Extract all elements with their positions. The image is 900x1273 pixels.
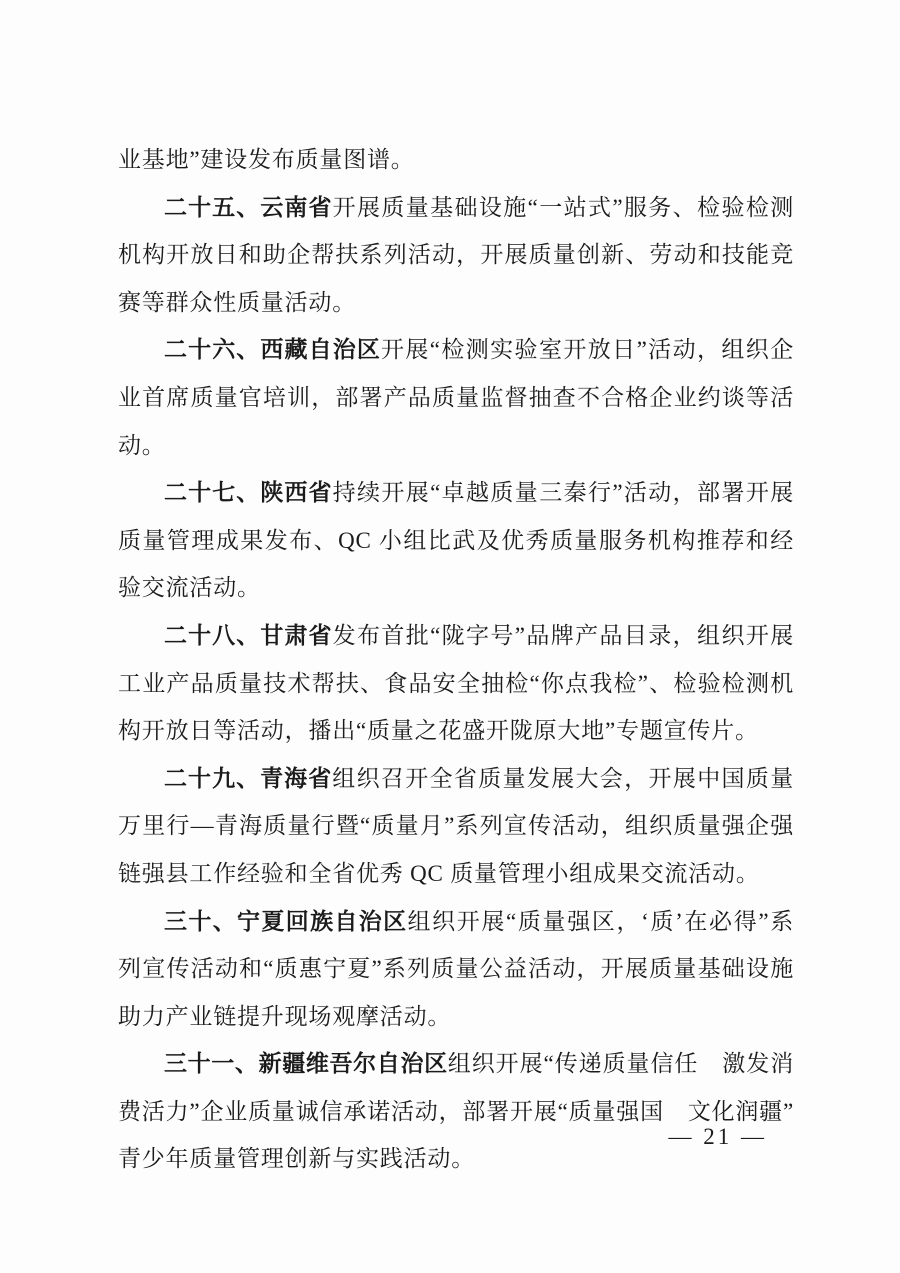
paragraph-lead: 二十五、云南省	[164, 193, 333, 220]
paragraph-body: 组织开展“传递质量信任 激发消费活力”企业质量诚信承诺活动，部署开展“质量强国 文化润疆”青少年质量管理创新与实践活动。	[118, 1051, 794, 1172]
paragraph-body: 业基地”建设发布质量图谱。	[118, 147, 415, 172]
page-number: — 21 —	[668, 1124, 767, 1149]
paragraph-lead: 二十七、陕西省	[164, 479, 333, 506]
paragraph-item-30	[118, 898, 794, 1041]
paragraph-lead: 三十一、新疆维吾尔自治区	[164, 1050, 448, 1077]
paragraph-item-31	[118, 1040, 794, 1183]
paragraph-item-26	[118, 326, 794, 469]
paragraph-item-28	[118, 612, 794, 755]
paragraph-body: 持续开展“卓越质量三秦行”活动，部署开展质量管理成果发布、QC 小组比武及优秀质量服务机构推荐和经验交流活动。	[118, 480, 794, 601]
paragraph-body: 发布首批“陇字号”品牌产品目录，组织开展工业产品质量技术帮扶、食品安全抽检“你点我检”、检验检测机构开放日等活动，播出“质量之花盛开陇原大地”专题宣传片。	[118, 622, 794, 744]
paragraph-body: 开展质量基础设施“一站式”服务、检验检测机构开放日和助企帮扶系列活动，开展质量创新、劳动和技能竞赛等群众性质量活动。	[118, 194, 794, 315]
paragraph-item-29	[118, 755, 794, 898]
paragraph-item-27	[118, 469, 794, 612]
paragraph-body: 组织开展“质量强区，‘质’在必得”系列宣传活动和“质惠宁夏”系列质量公益活动，开展质量基础设施助力产业链提升现场观摩活动。	[118, 908, 794, 1029]
paragraph-lead: 二十九、青海省	[164, 764, 333, 791]
paragraph-body: 组织召开全省质量发展大会，开展中国质量万里行—青海质量行暨“质量月”系列宣传活动，组织质量强企强链强县工作经验和全省优秀 QC 质量管理小组成果交流活动。	[118, 765, 795, 886]
paragraph-item-25	[118, 184, 794, 327]
document-body	[118, 136, 794, 1183]
paragraph-continuation	[118, 136, 794, 184]
paragraph-lead: 二十六、西藏自治区	[164, 336, 381, 363]
paragraph-lead: 三十、宁夏回族自治区	[164, 907, 408, 934]
paragraph-body: 开展“检测实验室开放日”活动，组织企业首席质量官培训，部署产品质量监督抽查不合格企业约谈等活动。	[118, 337, 795, 458]
paragraph-lead: 二十八、甘肃省	[164, 621, 333, 648]
